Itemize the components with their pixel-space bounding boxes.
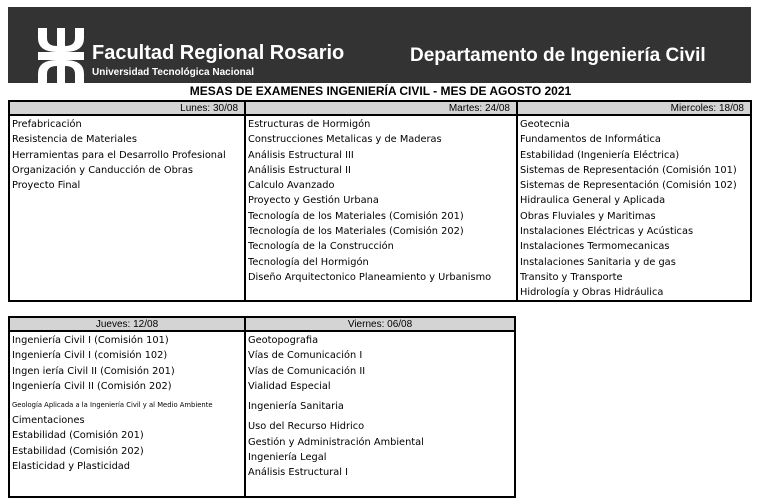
subject-item: Estabilidad (Ingeniería Eléctrica) bbox=[520, 149, 680, 161]
subject-item: Proyecto y Gestión Urbana bbox=[248, 195, 379, 207]
subject-item: Geología Aplicada a la Ingeniería Civil y al Medio Ambiente bbox=[12, 401, 213, 410]
subject-item: Ingeniería Civil I (comisión 102) bbox=[12, 350, 168, 362]
subject-item: Fundamentos de Informática bbox=[520, 134, 661, 146]
subject-item: Ingen iería Civil II (Comisión 201) bbox=[12, 365, 175, 377]
column-friday bbox=[244, 318, 514, 496]
column-wednesday bbox=[516, 102, 750, 300]
subject-item: Diseño Arquitectonico Planeamiento y Urbanismo bbox=[248, 271, 492, 283]
subject-item: Sistemas de Representación (Comisión 101) bbox=[520, 164, 737, 176]
document-title: MESAS DE EXAMENES INGENIERÍA CIVIL - MES DE AGOSTO 2021 bbox=[189, 84, 572, 98]
subject-item: Calculo Avanzado bbox=[248, 180, 335, 192]
subject-item: Vías de Comunicación II bbox=[248, 365, 366, 377]
subject-item: Gestión y Administración Ambiental bbox=[248, 436, 424, 448]
subject-item: Estabilidad (Comisión 202) bbox=[12, 445, 144, 457]
column-header-date: Miercoles: 18/08 bbox=[518, 102, 750, 116]
subject-item: Hidrología y Obras Hidráulica bbox=[520, 287, 664, 299]
subject-item: Instalaciones Sanitaria y de gas bbox=[520, 256, 676, 268]
subject-item: Geotecnia bbox=[520, 119, 570, 130]
university-name: Universidad Tecnológica Nacional bbox=[92, 67, 255, 78]
subject-list bbox=[246, 116, 516, 285]
subject-item: Tecnología de los Materiales (Comisión 202) bbox=[248, 226, 464, 238]
subject-item: Ingeniería Sanitaria bbox=[248, 401, 344, 413]
subject-item: Ingeniería Legal bbox=[248, 452, 327, 464]
subject-item: Cimentaciones bbox=[12, 415, 85, 427]
subject-item: Obras Fluviales y Maritimas bbox=[520, 210, 656, 222]
subject-item: Geotopografia bbox=[248, 335, 319, 346]
subject-item: Instalaciones Eléctricas y Acústicas bbox=[520, 226, 694, 238]
subject-item: Tecnología del Hormigón bbox=[248, 256, 369, 268]
subject-list bbox=[518, 116, 750, 301]
column-header-date: Jueves: 12/08 bbox=[10, 318, 244, 332]
subject-item: Vialidad Especial bbox=[248, 380, 331, 392]
subject-item: Uso del Recurso Hidrico bbox=[248, 421, 365, 433]
subject-item: Proyecto Final bbox=[12, 180, 81, 192]
subject-list bbox=[10, 332, 244, 474]
subject-item: Estabilidad (Comisión 201) bbox=[12, 430, 144, 442]
subject-item: Estructuras de Hormigón bbox=[248, 119, 371, 130]
column-thursday bbox=[10, 318, 244, 496]
exam-table-2 bbox=[8, 316, 516, 498]
subject-list bbox=[246, 332, 514, 481]
subject-item: Vías de Comunicación I bbox=[248, 350, 363, 362]
faculty-name: Facultad Regional Rosario bbox=[92, 42, 345, 64]
subject-item: Análisis Estructural III bbox=[248, 149, 354, 161]
utn-logo-icon bbox=[38, 28, 84, 84]
subject-item: Ingeniería Civil II (Comisión 202) bbox=[12, 380, 172, 392]
subject-item: Ingeniería Civil I (Comisión 101) bbox=[12, 335, 169, 346]
subject-item: Tecnología de los Materiales (Comisión 201) bbox=[248, 210, 464, 222]
subject-item: Resistencia de Materiales bbox=[12, 134, 137, 146]
subject-item: Análisis Estructural I bbox=[248, 467, 348, 479]
subject-item: Construcciones Metalicas y de Maderas bbox=[248, 134, 442, 146]
exam-table-1 bbox=[8, 100, 752, 302]
subject-item: Sistemas de Representación (Comisión 102) bbox=[520, 180, 737, 192]
subject-item: Organización y Canducción de Obras bbox=[12, 164, 193, 176]
column-monday bbox=[10, 102, 244, 300]
subject-item: Prefabricación bbox=[12, 119, 82, 130]
subject-item: Elasticidad y Plasticidad bbox=[12, 461, 131, 473]
subject-item: Herramientas para el Desarrollo Profesional bbox=[12, 149, 226, 161]
column-header-date: Martes: 24/08 bbox=[246, 102, 516, 116]
column-header-date: Viernes: 06/08 bbox=[246, 318, 514, 332]
subject-item: Hidraulica General y Aplicada bbox=[520, 195, 666, 207]
subject-item: Análisis Estructural II bbox=[248, 164, 351, 176]
subject-list bbox=[10, 116, 244, 193]
column-header-date: Lunes: 30/08 bbox=[10, 102, 244, 116]
column-tuesday bbox=[244, 102, 516, 300]
subject-item: Tecnología de la Construcción bbox=[248, 241, 394, 253]
subject-item: Instalaciones Termomecanicas bbox=[520, 241, 670, 253]
subject-item: Transito y Transporte bbox=[520, 271, 623, 283]
department-name: Departamento de Ingeniería Civil bbox=[410, 45, 706, 66]
